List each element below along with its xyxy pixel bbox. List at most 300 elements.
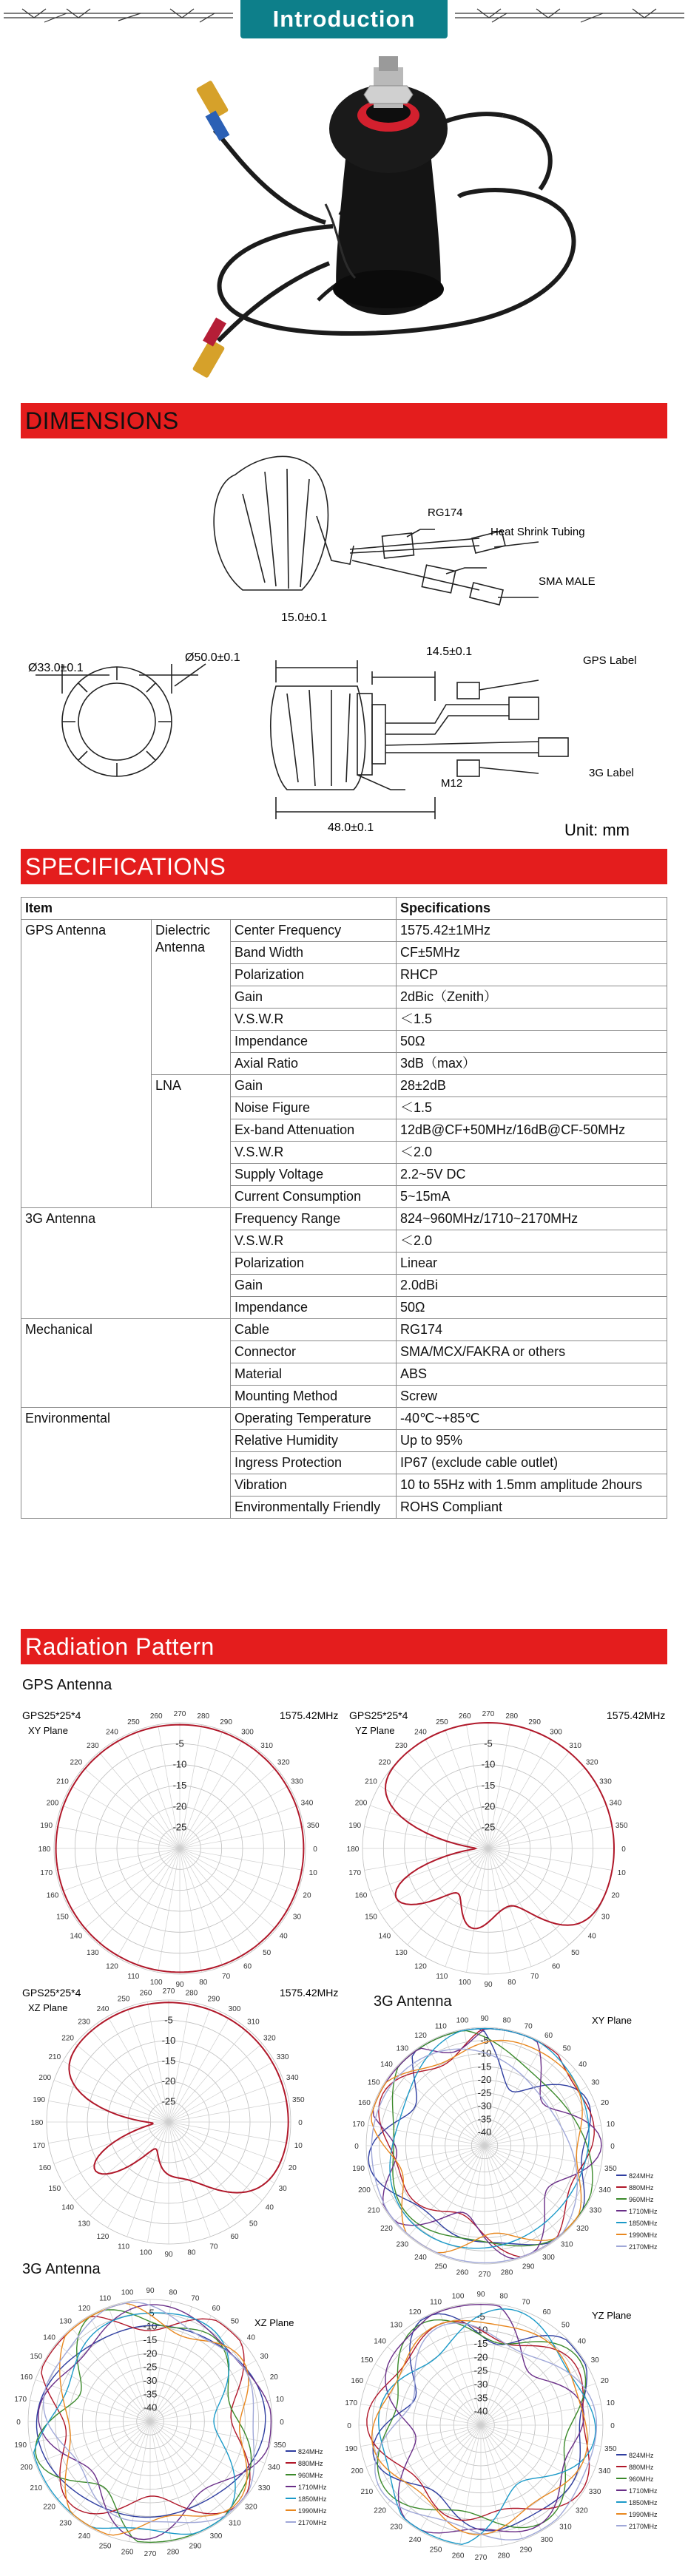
polar-angle-label: 150 (56, 1913, 69, 1922)
polar-ring-label: -40 (143, 2402, 158, 2413)
polar-angle-label: 330 (599, 1777, 612, 1786)
polar-angle-label: 80 (199, 1979, 208, 1987)
spec-param: Connector (231, 1341, 397, 1363)
polar-angle-label: 310 (229, 2519, 241, 2528)
spec-value: 2.0dBi (397, 1275, 667, 1297)
polar-angle-label: 170 (40, 1868, 53, 1877)
polar-angle-label: 30 (292, 1913, 302, 1922)
polar-angle-label: 140 (61, 2203, 74, 2212)
polar-grid (31, 1987, 305, 2259)
polar-angle-label: 70 (222, 1972, 231, 1981)
polar-angle-label: 310 (559, 2523, 572, 2532)
spec-group-gps: GPS Antenna (21, 920, 152, 1208)
polar-angle-label: 160 (354, 1891, 368, 1900)
polar-angle-label: 290 (528, 1718, 541, 1727)
polar-ring-label: -15 (161, 2055, 176, 2067)
polar-angle-label: 230 (59, 2519, 72, 2528)
polar-angle-label: 230 (396, 2240, 409, 2249)
legend-label: 960MHz (629, 2196, 654, 2203)
polar-angle-label: 240 (106, 1728, 118, 1737)
polar-angle-label: 350 (615, 1822, 628, 1831)
spec-value: Up to 95% (397, 1430, 667, 1452)
polar-angle-label: 200 (354, 1799, 368, 1808)
polar-title: GPS25*25*4 (22, 1709, 81, 1721)
polar-angle-label: 230 (395, 1741, 408, 1750)
polar-angle-label: 60 (551, 1962, 561, 1971)
polar-ring-label: -15 (172, 1780, 187, 1791)
polar-angle-label: 270 (474, 2554, 488, 2562)
gps-antenna-heading: GPS Antenna (22, 1677, 112, 1693)
legend-label: 2170MHz (298, 2519, 327, 2526)
spec-param: Material (231, 1363, 397, 1386)
polar-angle-label: 130 (78, 2220, 90, 2228)
spec-value: ＜2.0 (397, 1230, 667, 1253)
polar-chart-3g-xy (352, 2005, 673, 2279)
polar-angle-label: 190 (33, 2096, 46, 2105)
polar-angle-label: 0 (16, 2419, 21, 2427)
polar-angle-label: 350 (604, 2444, 617, 2453)
polar-freq: 1575.42MHz (280, 1987, 339, 1999)
polar-angle-label: 350 (604, 2165, 617, 2174)
polar-angle-label: 210 (365, 1777, 377, 1786)
polar-ring-label: -25 (473, 2365, 488, 2376)
polar-angle-label: 0 (280, 2419, 284, 2427)
spec-param: Supply Voltage (231, 1164, 397, 1186)
spec-value: ＜2.0 (397, 1142, 667, 1164)
polar-angle-label: 260 (149, 1712, 163, 1721)
polar-angle-label: 110 (434, 2022, 447, 2031)
spec-header-specs: Specifications (397, 898, 667, 920)
polar-angle-label: 150 (367, 2078, 380, 2087)
polar-ring-label: -20 (477, 2074, 492, 2086)
dim-label-sma: SMA MALE (539, 575, 596, 588)
polar-angle-label: 140 (378, 1932, 391, 1941)
polar-angle-label: 170 (352, 2120, 365, 2129)
polar-ring-label: -20 (161, 2075, 176, 2087)
dimensions-drawing (21, 442, 667, 843)
polar-angle-label: 310 (569, 1741, 581, 1750)
spec-value: ROHS Compliant (397, 1497, 667, 1519)
polar-angle-label: 190 (352, 2165, 365, 2174)
polar-legend (616, 2172, 658, 2251)
polar-angle-label: 100 (139, 2248, 152, 2257)
dim-label-gps: GPS Label (583, 654, 637, 667)
polar-angle-label: 300 (550, 1728, 562, 1737)
polar-angle-label: 250 (127, 1718, 140, 1727)
polar-ring-label: -20 (143, 2348, 158, 2359)
polar-angle-label: 150 (365, 1913, 377, 1922)
polar-ring-label: -20 (473, 2351, 488, 2363)
polar-angle-label: 220 (374, 2506, 386, 2515)
spec-param: V.S.W.R (231, 1142, 397, 1164)
polar-angle-label: 280 (497, 2552, 510, 2560)
polar-angle-label: 110 (99, 2294, 112, 2303)
product-photo (148, 41, 607, 389)
polar-ring-label: -10 (143, 2320, 158, 2332)
polar-angle-label: 100 (451, 2292, 465, 2301)
spec-value: RG174 (397, 1319, 667, 1341)
polar-series-1575 (385, 1723, 614, 1928)
polar-angle-label: 240 (414, 1728, 427, 1737)
legend-label: 2170MHz (629, 2523, 658, 2530)
polar-angle-label: 280 (185, 1989, 198, 1998)
polar-angle-label: 290 (519, 2546, 533, 2555)
polar-angle-label: 270 (162, 1987, 175, 1996)
polar-angle-label: 120 (414, 2032, 427, 2041)
polar-angle-label: 10 (308, 1868, 317, 1877)
dim-label-d50: Ø50.0±0.1 (185, 651, 240, 664)
polar-angle-label: 340 (267, 2463, 280, 2472)
polar-angle-label: 50 (263, 1949, 272, 1958)
table-row (21, 1408, 667, 1430)
polar-angle-label: 20 (611, 1891, 620, 1900)
spec-param: Polarization (231, 1253, 397, 1275)
polar-angle-label: 90 (476, 2291, 485, 2299)
spec-value: 824~960MHz/1710~2170MHz (397, 1208, 667, 1230)
3g-antenna-heading-1: 3G Antenna (374, 1993, 452, 2010)
polar-angle-label: 30 (591, 2078, 600, 2087)
spec-param: Ex-band Attenuation (231, 1119, 397, 1142)
polar-angle-label: 290 (189, 2542, 202, 2551)
dim-label-3g: 3G Label (589, 767, 634, 779)
spec-value: 10 to 55Hz with 1.5mm amplitude 2hours (397, 1474, 667, 1497)
dim-label-d15: 15.0±0.1 (281, 611, 328, 624)
dimensions-banner (21, 403, 667, 438)
polar-angle-label: 220 (70, 1758, 83, 1767)
polar-ring-label: -10 (481, 1758, 496, 1770)
polar-ring-label: -25 (172, 1821, 187, 1833)
spec-param: Current Consumption (231, 1186, 397, 1208)
polar-angle-label: 150 (360, 2356, 374, 2365)
polar-legend (286, 2448, 327, 2526)
spec-param: Gain (231, 986, 397, 1009)
polar-chart-3g-xz (14, 2277, 346, 2573)
polar-angle-label: 90 (175, 1981, 184, 1989)
polar-angle-label: 120 (408, 2308, 422, 2316)
polar-angle-label: 130 (396, 2044, 409, 2053)
polar-angle-label: 110 (430, 2298, 442, 2307)
polar-angle-label: 350 (291, 2096, 305, 2105)
polar-angle-label: 260 (456, 2268, 469, 2277)
radiation-title: Radiation Pattern (25, 1633, 215, 1660)
polar-angle-label: 70 (524, 2022, 533, 2031)
spec-param: Impendance (231, 1297, 397, 1319)
legend-label: 1850MHz (298, 2495, 327, 2503)
polar-angle-label: 280 (505, 1712, 519, 1721)
polar-angle-label: 50 (571, 1949, 580, 1958)
polar-ring-label: -30 (473, 2379, 488, 2390)
polar-angle-label: 200 (46, 1799, 59, 1808)
spec-param: Operating Temperature (231, 1408, 397, 1430)
polar-angle-label: 0 (313, 1845, 317, 1854)
polar-angle-label: 40 (279, 1932, 288, 1941)
dim-label-d48: 48.0±0.1 (328, 821, 374, 834)
polar-angle-label: 330 (588, 2488, 601, 2496)
polar-angle-label: 70 (209, 2243, 218, 2251)
dim-label-heat-shrink: Heat Shrink Tubing (490, 526, 585, 538)
polar-angle-label: 340 (609, 1799, 622, 1808)
polar-title: GPS25*25*4 (349, 1709, 408, 1721)
polar-angle-label: 70 (522, 2298, 530, 2307)
polar-angle-label: 320 (263, 2034, 276, 2043)
polar-angle-label: 300 (241, 1728, 254, 1737)
spec-param: Ingress Protection (231, 1452, 397, 1474)
polar-angle-label: 10 (606, 2120, 615, 2129)
polar-angle-label: 170 (14, 2396, 27, 2404)
polar-angle-label: 200 (351, 2467, 364, 2475)
polar-angle-label: 210 (360, 2488, 374, 2496)
polar-angle-label: 160 (358, 2098, 371, 2107)
polar-subtitle: YZ Plane (355, 1725, 395, 1736)
polar-angle-label: 200 (20, 2463, 33, 2472)
polar-ring-label: -15 (473, 2338, 488, 2349)
polar-angle-label: 80 (502, 2016, 511, 2025)
polar-angle-label: 340 (300, 1799, 314, 1808)
polar-ring-label: -25 (477, 2087, 492, 2098)
polar-angle-label: 320 (576, 2506, 588, 2515)
spec-param: Relative Humidity (231, 1430, 397, 1452)
dim-label-d14: 14.5±0.1 (426, 645, 473, 658)
table-row (21, 1319, 667, 1341)
polar-ring-label: -5 (146, 2307, 155, 2319)
polar-angle-label: 40 (246, 2333, 255, 2342)
spec-value: 5~15mA (397, 1186, 667, 1208)
polar-angle-label: 70 (191, 2294, 200, 2303)
polar-angle-label: 260 (451, 2552, 465, 2560)
spec-param: Center Frequency (231, 920, 397, 942)
polar-angle-label: 140 (43, 2333, 55, 2342)
polar-angle-label: 20 (600, 2377, 609, 2386)
polar-angle-label: 0 (298, 2119, 303, 2127)
table-row (21, 1208, 667, 1230)
polar-angle-label: 100 (121, 2288, 134, 2297)
polar-ring-label: -25 (481, 1821, 496, 1833)
polar-angle-label: 320 (576, 2225, 589, 2234)
polar-ring-label: -20 (172, 1800, 187, 1812)
spec-param: V.S.W.R (231, 1230, 397, 1253)
legend-label: 1710MHz (629, 2487, 658, 2495)
polar-angle-label: 40 (265, 2203, 274, 2212)
polar-angle-label: 30 (601, 1913, 610, 1922)
legend-label: 880MHz (629, 2464, 654, 2471)
polar-angle-label: 190 (345, 2444, 358, 2453)
legend-label: 1990MHz (298, 2507, 327, 2515)
polar-ring-label: -10 (161, 2035, 176, 2046)
legend-label: 960MHz (298, 2472, 323, 2479)
polar-angle-label: 350 (306, 1822, 320, 1831)
spec-value: ＜1.5 (397, 1009, 667, 1031)
polar-angle-label: 300 (540, 2536, 553, 2545)
spec-param: Noise Figure (231, 1097, 397, 1119)
spec-value: ＜1.5 (397, 1097, 667, 1119)
polar-angle-label: 170 (33, 2141, 46, 2150)
polar-angle-label: 120 (96, 2233, 109, 2242)
spec-group-lna: LNA (152, 1075, 231, 1208)
polar-subtitle: XY Plane (592, 2015, 632, 2026)
spec-param: Impendance (231, 1031, 397, 1053)
polar-angle-label: 300 (228, 2004, 241, 2013)
spec-param: Vibration (231, 1474, 397, 1497)
specifications-banner (21, 849, 667, 884)
polar-angle-label: 90 (164, 2251, 173, 2259)
polar-angle-label: 120 (106, 1962, 118, 1971)
spec-param: V.S.W.R (231, 1009, 397, 1031)
polar-angle-label: 0 (354, 2143, 359, 2151)
intro-title-bar (240, 0, 448, 38)
polar-angle-label: 250 (429, 2546, 442, 2555)
polar-angle-label: 20 (601, 2098, 610, 2107)
polar-angle-label: 20 (288, 2163, 297, 2172)
radiation-banner (21, 1629, 667, 1664)
polar-angle-label: 80 (187, 2248, 196, 2257)
polar-angle-label: 10 (606, 2399, 615, 2408)
polar-chart-gps-xy (21, 1697, 346, 1989)
polar-ring-label: -5 (480, 2034, 489, 2046)
polar-angle-label: 220 (43, 2503, 55, 2512)
polar-angle-label: 60 (212, 2304, 220, 2313)
spec-param: Gain (231, 1075, 397, 1097)
spec-param: Mounting Method (231, 1386, 397, 1408)
polar-angle-label: 190 (348, 1822, 362, 1831)
polar-subtitle: XZ Plane (28, 2002, 68, 2013)
polar-angle-label: 0 (621, 1845, 626, 1854)
polar-angle-label: 240 (414, 2253, 427, 2262)
polar-angle-label: 250 (436, 1718, 448, 1727)
polar-angle-label: 330 (589, 2206, 602, 2215)
polar-freq: 1575.42MHz (280, 1709, 339, 1721)
polar-angle-label: 50 (249, 2220, 257, 2228)
polar-angle-label: 170 (348, 1868, 362, 1877)
polar-angle-label: 170 (345, 2399, 358, 2408)
polar-angle-label: 230 (390, 2523, 402, 2532)
header-ornament-right (448, 0, 688, 41)
spec-value: 2dBic（Zenith） (397, 986, 667, 1009)
spec-value: RHCP (397, 964, 667, 986)
polar-angle-label: 200 (38, 2074, 52, 2083)
polar-angle-label: 90 (484, 1981, 493, 1989)
legend-label: 1850MHz (629, 2499, 658, 2506)
dim-label-d33: Ø33.0±0.1 (28, 662, 84, 674)
polar-angle-label: 210 (367, 2206, 380, 2215)
polar-angle-label: 320 (585, 1758, 598, 1767)
header-ornament-left (0, 0, 240, 41)
polar-ring-label: -35 (143, 2388, 158, 2400)
polar-angle-label: 260 (458, 1712, 471, 1721)
polar-angle-label: 130 (390, 2321, 402, 2330)
polar-grid (347, 1710, 628, 1989)
polar-angle-label: 220 (380, 2225, 393, 2234)
spec-value: Screw (397, 1386, 667, 1408)
legend-label: 1990MHz (629, 2231, 658, 2239)
spec-value: CF±5MHz (397, 942, 667, 964)
polar-angle-label: 110 (127, 1972, 140, 1981)
polar-angle-label: 30 (590, 2356, 599, 2365)
specifications-table (21, 897, 667, 1519)
polar-angle-label: 330 (276, 2053, 289, 2061)
legend-label: 824MHz (298, 2448, 323, 2455)
polar-angle-label: 100 (149, 1979, 163, 1987)
spec-group-mechanical: Mechanical (21, 1319, 231, 1408)
polar-angle-label: 140 (374, 2337, 386, 2346)
intro-title: Introduction (272, 6, 416, 32)
intro-header (0, 0, 688, 41)
spec-value: SMA/MCX/FAKRA or others (397, 1341, 667, 1363)
polar-angle-label: 230 (78, 2018, 90, 2027)
polar-angle-label: 60 (230, 2233, 239, 2242)
dimensions-title: DIMENSIONS (25, 407, 179, 434)
polar-angle-label: 350 (273, 2441, 286, 2450)
polar-angle-label: 310 (260, 1741, 273, 1750)
polar-angle-label: 30 (260, 2353, 269, 2361)
polar-angle-label: 260 (139, 1989, 152, 1998)
3g-antenna-heading-2: 3G Antenna (22, 2261, 101, 2277)
polar-angle-label: 50 (230, 2317, 239, 2326)
polar-angle-label: 150 (48, 2185, 61, 2193)
polar-angle-label: 270 (482, 1710, 495, 1718)
legend-label: 824MHz (629, 2172, 654, 2180)
polar-angle-label: 290 (207, 1995, 220, 2004)
polar-ring-label: -10 (473, 2324, 488, 2336)
polar-angle-label: 330 (291, 1777, 303, 1786)
polar-ring-label: -35 (477, 2113, 492, 2125)
polar-angle-label: 150 (30, 2353, 43, 2361)
legend-label: 960MHz (629, 2475, 654, 2483)
polar-angle-label: 10 (294, 2141, 303, 2150)
spec-value: 2.2~5V DC (397, 1164, 667, 1186)
spec-header-row (21, 898, 667, 920)
specifications-title: SPECIFICATIONS (25, 853, 226, 880)
polar-angle-label: 70 (530, 1972, 539, 1981)
legend-label: 824MHz (629, 2452, 654, 2459)
polar-angle-label: 40 (578, 2060, 587, 2069)
polar-angle-label: 250 (434, 2263, 448, 2271)
polar-chart-gps-xz (21, 1974, 346, 2259)
polar-angle-label: 180 (30, 2119, 44, 2127)
polar-angle-label: 260 (121, 2548, 134, 2557)
polar-ring-label: -25 (143, 2361, 158, 2373)
spec-param: Band Width (231, 942, 397, 964)
polar-angle-label: 190 (14, 2441, 27, 2450)
polar-angle-label: 290 (522, 2263, 535, 2271)
polar-angle-label: 0 (610, 2143, 615, 2151)
spec-value: Linear (397, 1253, 667, 1275)
polar-angle-label: 90 (480, 2015, 489, 2023)
spec-param: Cable (231, 1319, 397, 1341)
polar-angle-label: 340 (598, 2186, 611, 2195)
polar-angle-label: 50 (561, 2321, 570, 2330)
polar-angle-label: 160 (38, 2163, 52, 2172)
polar-angle-label: 240 (78, 2532, 91, 2541)
polar-ring-label: -25 (161, 2095, 176, 2107)
polar-angle-label: 80 (507, 1979, 516, 1987)
polar-angle-label: 50 (562, 2044, 571, 2053)
polar-angle-label: 280 (197, 1712, 210, 1721)
spec-param: Environmentally Friendly (231, 1497, 397, 1519)
polar-angle-label: 160 (20, 2373, 33, 2382)
polar-angle-label: 60 (544, 2032, 553, 2041)
spec-param: Frequency Range (231, 1208, 397, 1230)
legend-label: 1990MHz (629, 2511, 658, 2518)
legend-label: 1710MHz (629, 2208, 658, 2215)
spec-value: IP67 (exclude cable outlet) (397, 1452, 667, 1474)
spec-param: Polarization (231, 964, 397, 986)
polar-subtitle: XY Plane (28, 1725, 68, 1736)
polar-angle-label: 0 (347, 2422, 351, 2430)
polar-angle-label: 250 (98, 2542, 112, 2551)
polar-angle-label: 120 (414, 1962, 427, 1971)
polar-angle-label: 300 (542, 2253, 555, 2262)
polar-angle-label: 180 (346, 1845, 360, 1854)
